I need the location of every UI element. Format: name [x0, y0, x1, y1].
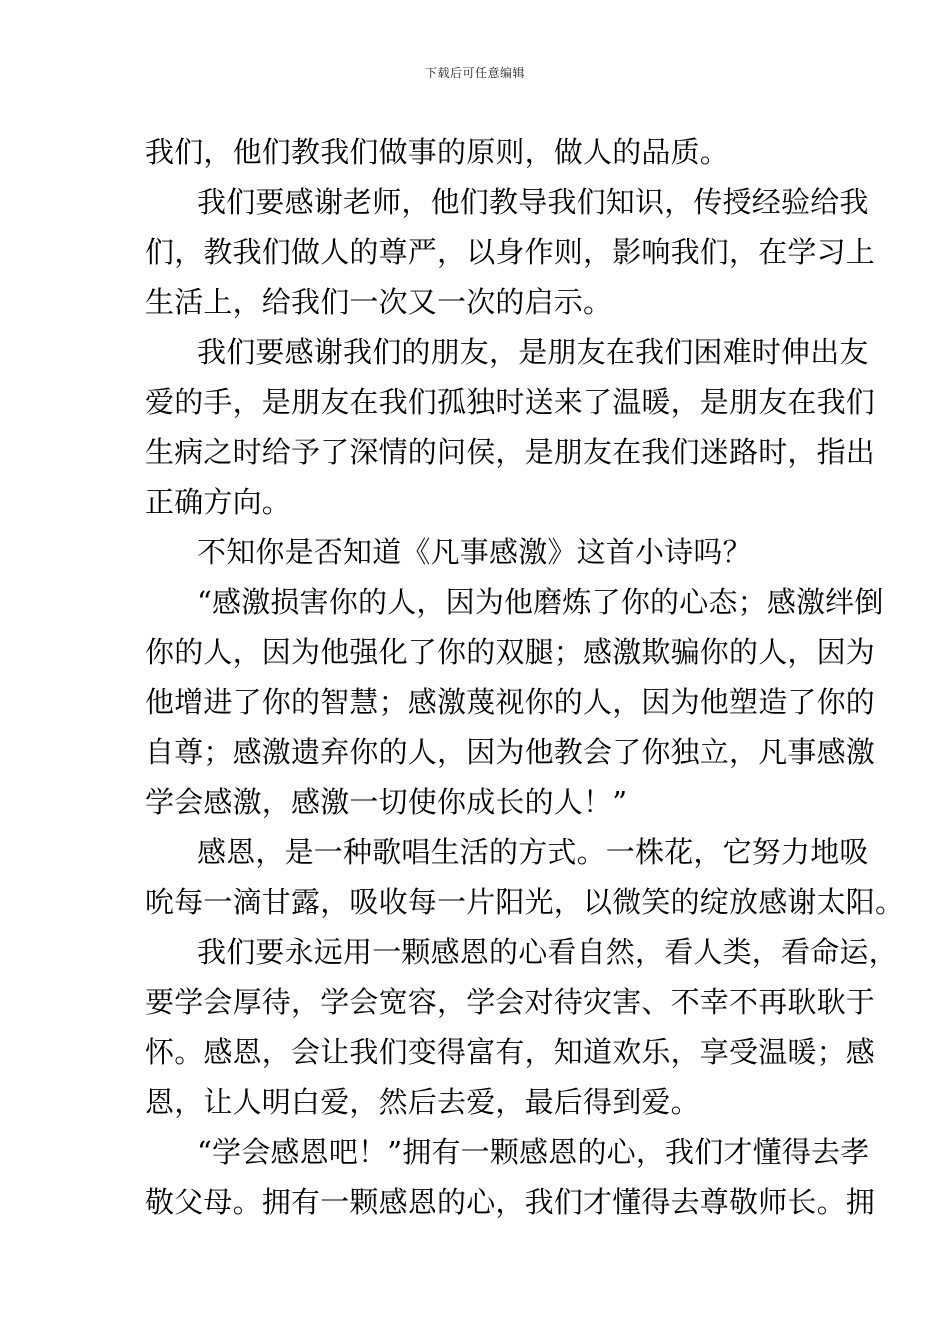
- text-line: 要学会厚待，学会宽容，学会对待灾害、不幸不再耿耿于: [145, 985, 876, 1019]
- text-line: “感激损害你的人，因为他磨炼了你的心态；感激绊倒: [197, 585, 884, 619]
- text-line: 我们要感谢我们的朋友，是朋友在我们困难时伸出友: [197, 335, 869, 369]
- text-line: 你的人，因为他强化了你的双腿；感激欺骗你的人，因为: [145, 635, 876, 669]
- text-line: 爱的手，是朋友在我们孤独时送来了温暖，是朋友在我们: [145, 385, 876, 419]
- text-line: 我们要感谢老师，他们教导我们知识，传授经验给我: [197, 185, 869, 219]
- text-line: 他增进了你的智慧；感激蔑视你的人，因为他塑造了你的: [145, 685, 876, 719]
- text-line: 吮每一滴甘露，吸收每一片阳光，以微笑的绽放感谢太阳。: [145, 885, 905, 919]
- page-header: 下载后可任意编辑: [424, 66, 525, 80]
- text-line: 怀。感恩，会让我们变得富有，知道欢乐，享受温暖；感: [145, 1035, 876, 1069]
- text-line: “学会感恩吧！”拥有一颗感恩的心，我们才懂得去孝: [197, 1135, 870, 1169]
- text-line: 感恩，是一种歌唱生活的方式。一株花，它努力地吸: [197, 835, 869, 869]
- text-line: 自尊；感激遗弃你的人，因为他教会了你独立，凡事感激: [145, 735, 876, 769]
- text-line: 我们要永远用一颗感恩的心看自然，看人类，看命运，: [197, 935, 898, 969]
- text-line: 敬父母。拥有一颗感恩的心，我们才懂得去尊敬师长。拥: [145, 1185, 876, 1219]
- text-line: 生病之时给予了深情的问侯，是朋友在我们迷路时，指出: [145, 435, 876, 469]
- text-line: 恩，让人明白爱，然后去爱，最后得到爱。: [145, 1085, 700, 1119]
- document-body: [145, 127, 905, 1227]
- text-line: 不知你是否知道《凡事感激》这首小诗吗？: [197, 535, 752, 569]
- text-line: 我们，他们教我们做事的原则，做人的品质。: [145, 135, 730, 169]
- text-line: 正确方向。: [145, 485, 292, 519]
- text-line: 生活上，给我们一次又一次的启示。: [145, 285, 613, 319]
- text-line: 们，教我们做人的尊严，以身作则，影响我们，在学习上: [145, 235, 876, 269]
- text-line: 学会感激，感激一切使你成长的人！”: [145, 785, 628, 819]
